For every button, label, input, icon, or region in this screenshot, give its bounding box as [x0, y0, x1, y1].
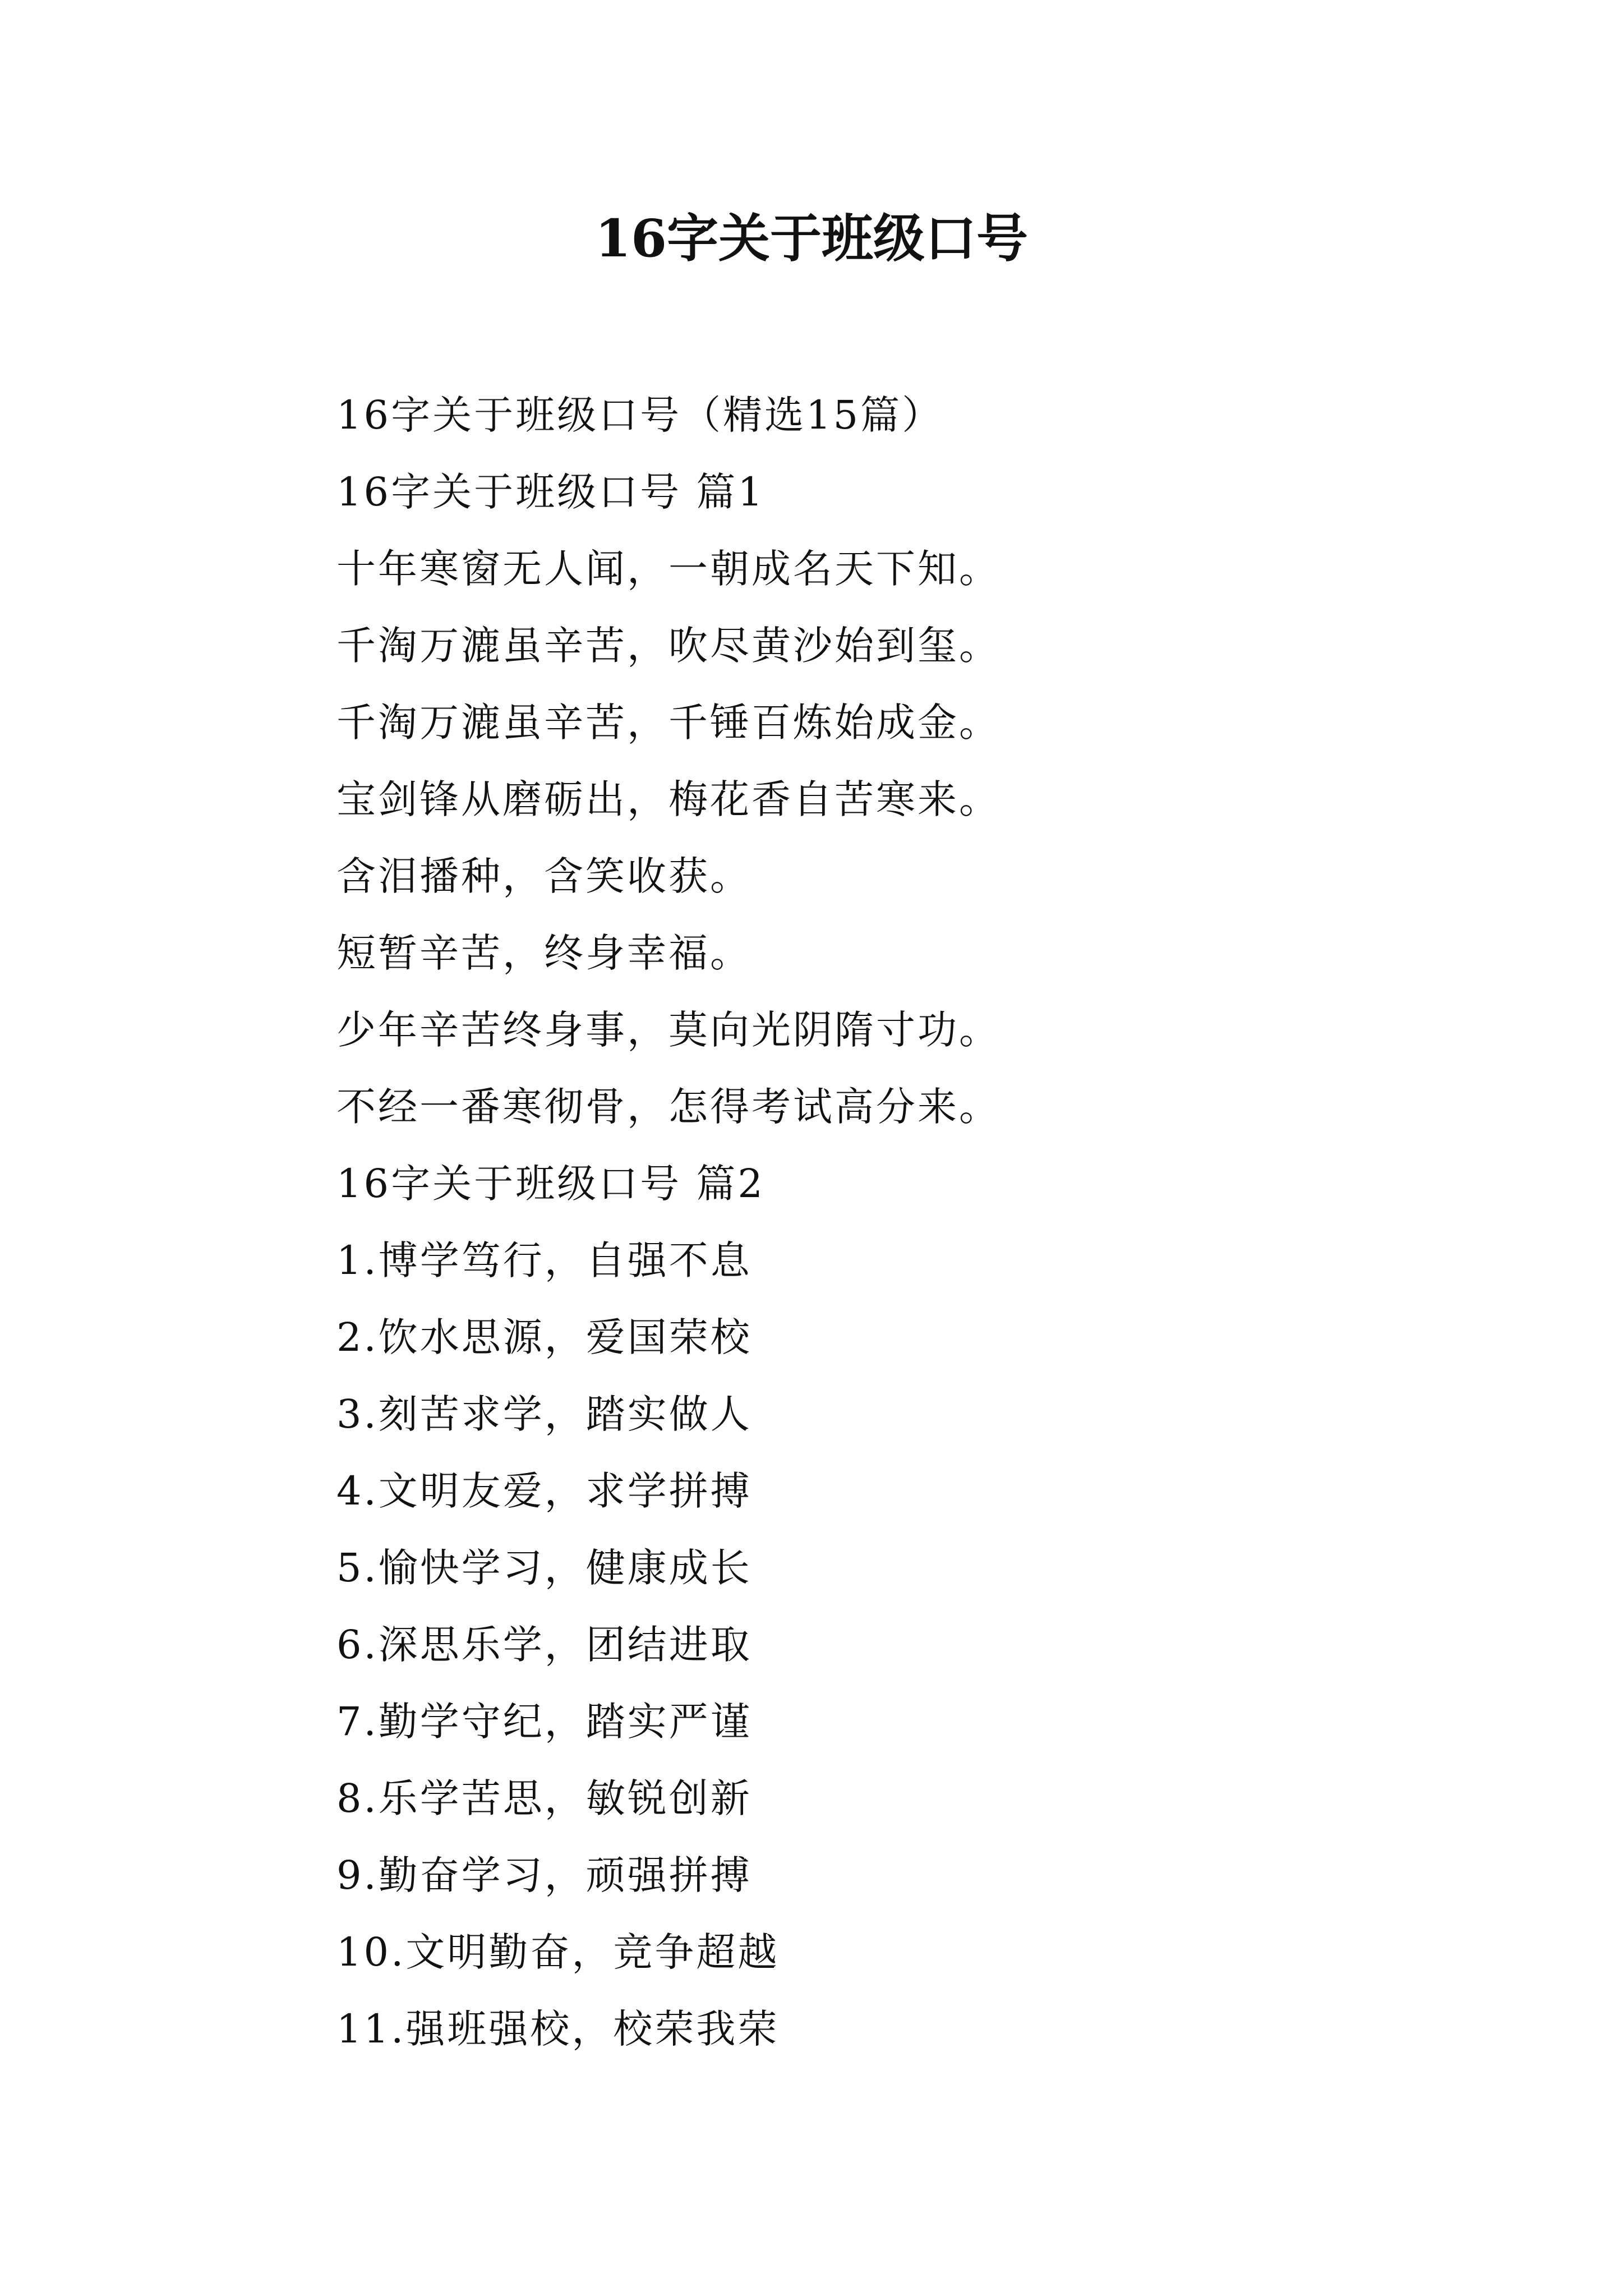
list-item: 9.勤奋学习，顽强拼搏	[336, 1852, 752, 1898]
list-item: 7.勤学守纪，踏实严谨	[336, 1699, 752, 1745]
list-item: 6.深思乐学，团结进取	[336, 1622, 752, 1668]
document-body	[336, 377, 1514, 2068]
list-item: 4.文明友爱，求学拼搏	[336, 1468, 752, 1514]
list-item: 11.强班强校，校荣我荣	[336, 2006, 780, 2052]
section-heading-2: 16字关于班级口号 篇2	[336, 1161, 765, 1207]
section-heading-1: 16字关于班级口号 篇1	[336, 469, 765, 515]
list-item: 1.博学笃行，自强不息	[336, 1237, 752, 1283]
body-line-intro: 16字关于班级口号（精选15篇）	[336, 392, 944, 438]
document-title: 16字关于班级口号	[594, 208, 1029, 269]
body-line: 少年辛苦终身事，莫向光阴隋寸功。	[336, 1007, 1000, 1053]
list-item: 10.文明勤奋，竞争超越	[336, 1929, 780, 1975]
list-item: 2.饮水思源，爱国荣校	[336, 1314, 752, 1360]
body-line: 千淘万漉虽辛苦，千锤百炼始成金。	[336, 700, 1000, 746]
body-line: 千淘万漉虽辛苦，吹尽黄沙始到玺。	[336, 623, 1000, 669]
list-item: 3.刻苦求学，踏实做人	[336, 1391, 752, 1437]
body-line: 宝剑锋从磨砺出，梅花香自苦寒来。	[336, 776, 1000, 822]
body-line: 不经一番寒彻骨，怎得考试高分来。	[336, 1084, 1000, 1130]
list-item: 5.愉快学习，健康成长	[336, 1545, 752, 1591]
body-line: 含泪播种，含笑收获。	[336, 853, 751, 899]
body-line: 十年寒窗无人闻，一朝成名天下知。	[336, 546, 1000, 592]
list-item: 8.乐学苦思，敏锐创新	[336, 1775, 752, 1821]
body-line: 短暂辛苦，终身幸福。	[336, 930, 751, 976]
